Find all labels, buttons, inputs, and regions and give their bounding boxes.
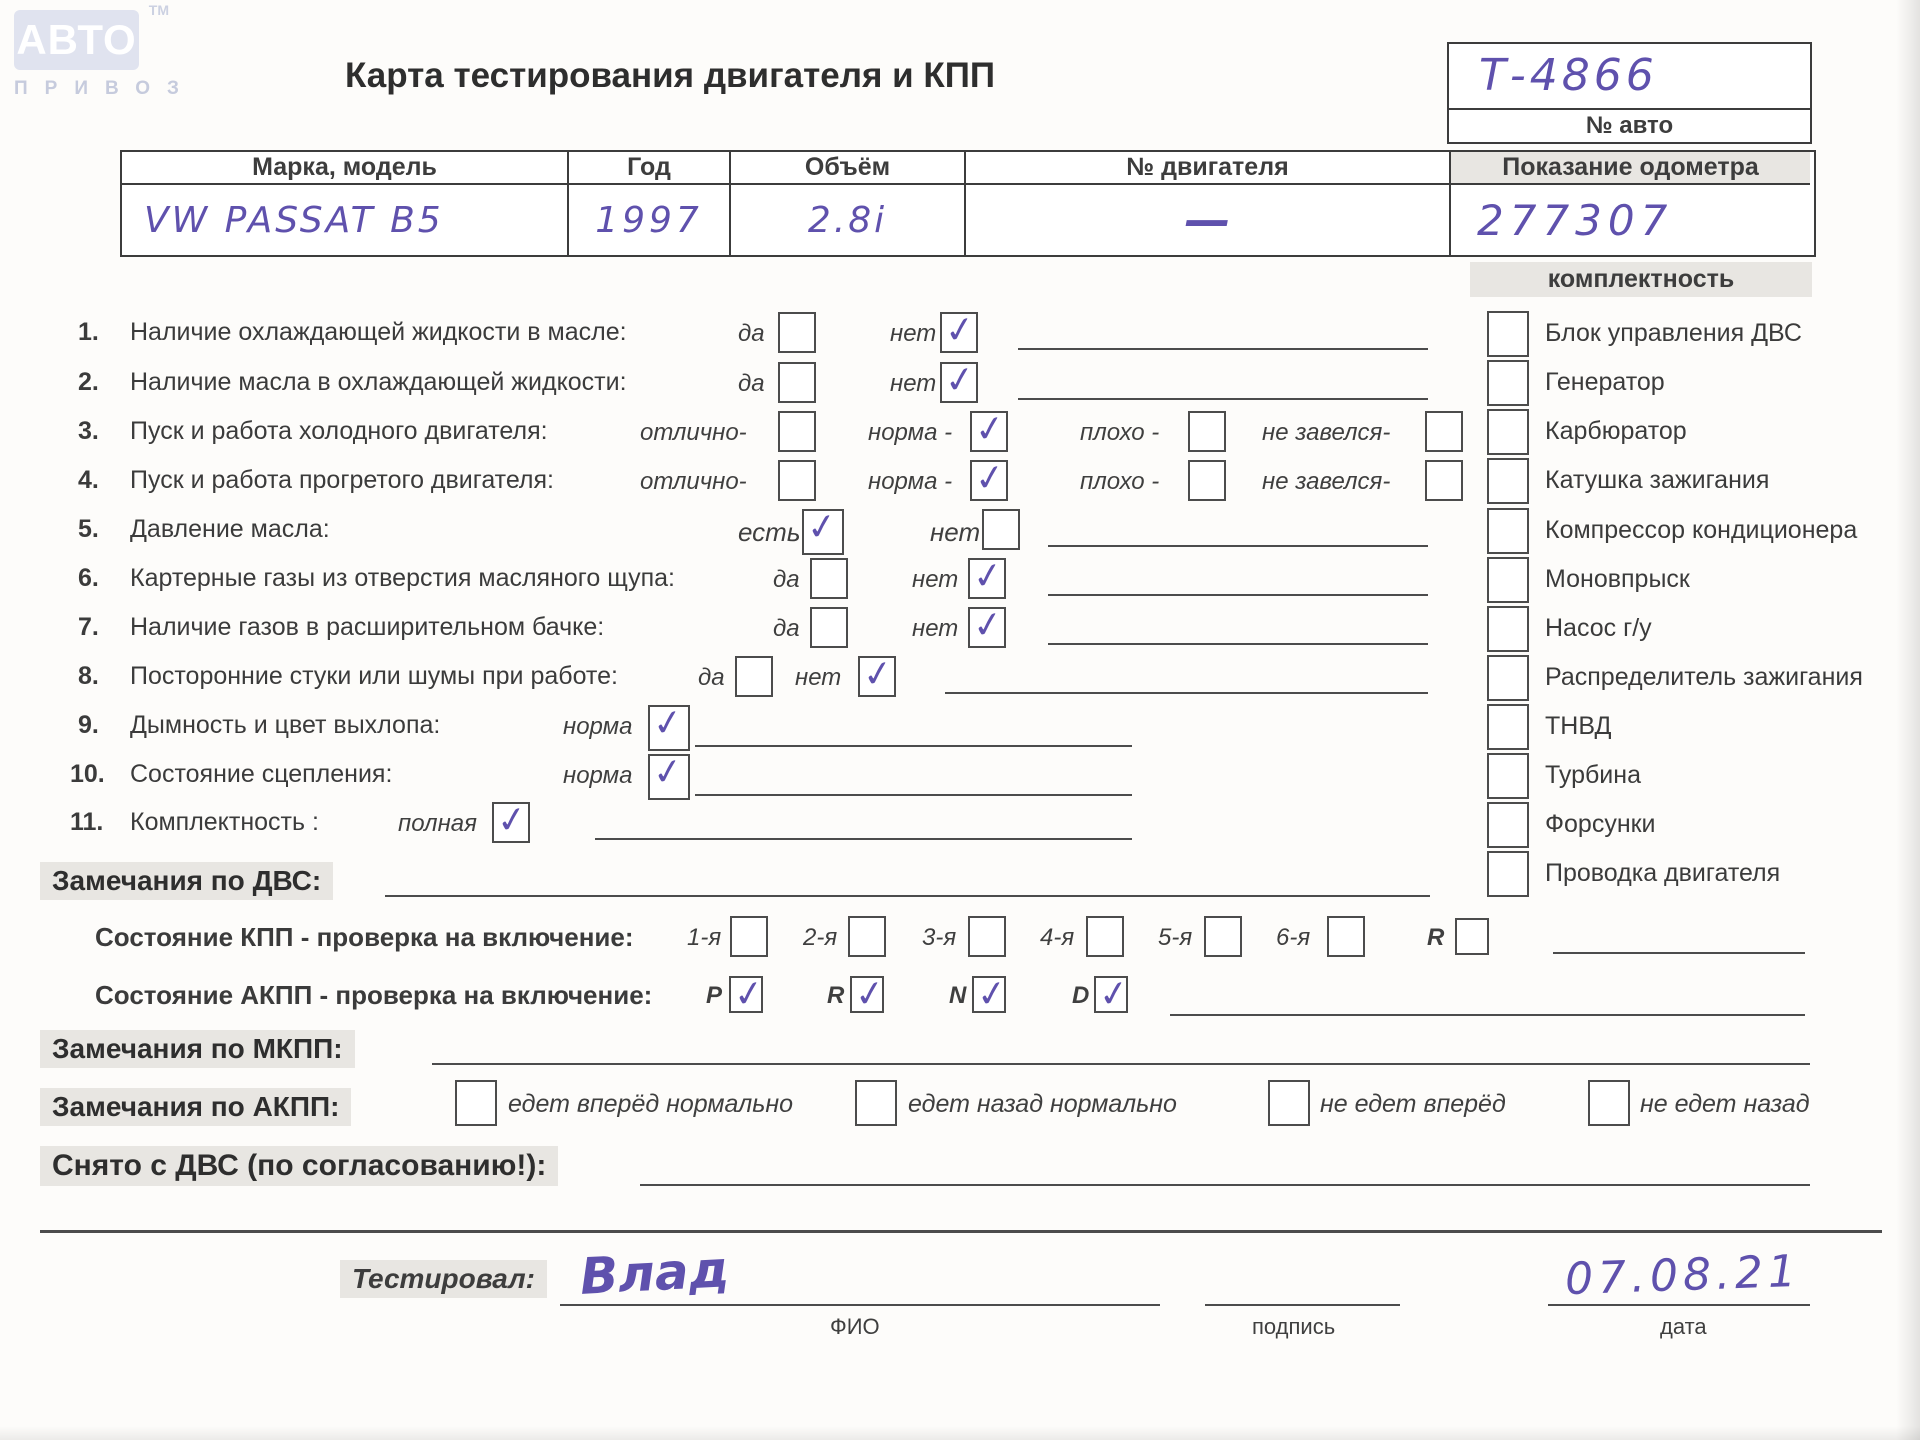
logo-tm-mark: ТМ	[148, 2, 169, 18]
item-number: 3.	[78, 417, 99, 445]
checkbox-gear-4[interactable]	[1086, 916, 1124, 957]
option-label: D	[1072, 982, 1090, 1009]
item-label: Комплектность :	[130, 808, 319, 836]
option-label: да	[773, 615, 800, 642]
option-label: плохо -	[1080, 468, 1160, 495]
option-label: норма -	[868, 468, 953, 495]
fio-caption: ФИО	[830, 1314, 880, 1339]
signature-line	[1205, 1304, 1400, 1306]
write-in-line	[1170, 1014, 1805, 1016]
write-in-line	[1048, 643, 1428, 645]
option-label: нет	[795, 664, 842, 691]
dvs-notes-section	[0, 862, 1920, 914]
scan-edge	[1896, 0, 1920, 1440]
fio-line	[560, 1304, 1160, 1306]
checkbox-r[interactable]	[850, 976, 884, 1013]
option-label: 3-я	[922, 924, 957, 951]
write-in-line	[1048, 545, 1428, 547]
checkbox-norm[interactable]	[648, 705, 690, 751]
checkbox-present[interactable]	[802, 509, 844, 555]
tester-signature-handwriting: Влад	[578, 1240, 731, 1306]
completeness-item: Карбюратор	[1545, 417, 1687, 445]
checkbox-drives-backward-ok[interactable]	[855, 1080, 897, 1126]
item-label: Пуск и работа холодного двигателя:	[130, 417, 548, 445]
item-label: Давление масла:	[130, 515, 330, 543]
option-label: P	[706, 982, 723, 1009]
item-label: Картерные газы из отверстия масляного щупа:	[130, 564, 675, 592]
checkbox-d[interactable]	[1094, 976, 1128, 1013]
option-label: 4-я	[1040, 924, 1075, 951]
year-value: 1997	[595, 199, 703, 241]
checklist-row-3	[0, 417, 1920, 469]
option-label: не завелся-	[1262, 419, 1391, 446]
logo-sub-text: ПРИВОЗ	[14, 78, 196, 99]
completeness-item: ТНВД	[1545, 712, 1612, 740]
signature-caption: подпись	[1252, 1314, 1336, 1339]
checkbox-yes[interactable]	[778, 362, 816, 403]
checklist-row-10	[0, 760, 1920, 812]
completeness-item: Распределитель зажигания	[1545, 663, 1863, 691]
write-in-line	[1018, 348, 1428, 350]
completeness-item: Генератор	[1545, 368, 1665, 396]
checkbox-full[interactable]	[492, 802, 530, 843]
make-model-cell	[122, 185, 567, 255]
volume-value: 2.8i	[807, 199, 888, 241]
checklist-row-7	[0, 613, 1920, 665]
item-label: Наличие охлаждающей жидкости в масле:	[130, 318, 627, 346]
odometer-value: 277307	[1477, 195, 1674, 245]
option-label: R	[1427, 924, 1445, 951]
option-label: да	[773, 566, 800, 593]
make-model-value: VW PASSAT B5	[144, 199, 444, 241]
checklist-row-4	[0, 466, 1920, 518]
option-label: нет	[912, 566, 959, 593]
option-label: да	[698, 664, 725, 691]
akpp-row-label: Состояние АКПП - проверка на включение:	[95, 980, 653, 1010]
checklist-row-2	[0, 368, 1920, 420]
checklist-row-8	[0, 662, 1920, 714]
checkbox-absent[interactable]	[982, 509, 1020, 550]
option-label: отлично-	[640, 419, 747, 446]
checklist-row-5	[0, 515, 1920, 567]
completeness-item: Турбина	[1545, 761, 1641, 789]
option-label: есть	[738, 517, 801, 547]
col-header-engine: № двигателя	[964, 152, 1449, 185]
completeness-item: Катушка зажигания	[1545, 466, 1770, 494]
completeness-item: Компрессор кондиционера	[1545, 516, 1858, 544]
checkbox-norm[interactable]	[648, 754, 690, 800]
option-label: едет вперёд нормально	[508, 1090, 794, 1118]
checkbox-no-forward[interactable]	[1268, 1080, 1310, 1126]
checkbox-bad[interactable]	[1188, 411, 1226, 452]
write-in-line	[1048, 594, 1428, 596]
checkbox-n[interactable]	[972, 976, 1006, 1013]
item-label: Дымность и цвет выхлопа:	[130, 711, 441, 739]
volume-cell	[729, 185, 964, 255]
logo-brand-text: АВТО	[16, 16, 137, 63]
checkbox-no[interactable]	[858, 656, 896, 697]
option-label: нет	[890, 370, 937, 397]
item-number: 7.	[78, 613, 99, 641]
item-number: 4.	[78, 466, 99, 494]
item-number: 1.	[78, 318, 99, 346]
write-in-line	[1018, 398, 1428, 400]
option-label: да	[738, 370, 765, 397]
dvs-notes-label: Замечания по ДВС:	[40, 862, 333, 900]
checkbox-no-backward[interactable]	[1588, 1080, 1630, 1126]
write-in-line	[640, 1184, 1810, 1186]
page-title: Карта тестирования двигателя и КПП	[344, 56, 996, 95]
checkbox-gear-6[interactable]	[1327, 916, 1365, 957]
completeness-header: комплектность	[1470, 262, 1812, 297]
item-label: Посторонние стуки или шумы при работе:	[130, 662, 618, 690]
engine-number-value: —	[1184, 193, 1231, 247]
checkbox-no[interactable]	[940, 362, 978, 403]
option-label: не завелся-	[1262, 468, 1391, 495]
checkbox-excellent[interactable]	[778, 460, 816, 501]
date-handwriting: 07.08.21	[1564, 1245, 1802, 1306]
checkbox-yes[interactable]	[778, 312, 816, 353]
option-label: плохо -	[1080, 419, 1160, 446]
option-label: 6-я	[1276, 924, 1311, 951]
option-label: нет	[930, 517, 981, 547]
date-caption: дата	[1660, 1314, 1707, 1339]
option-label: нет	[912, 615, 959, 642]
date-line	[1548, 1304, 1810, 1306]
item-number: 9.	[78, 711, 99, 739]
option-label: полная	[398, 810, 477, 837]
write-in-line	[695, 745, 1132, 747]
akpp-check-row	[0, 980, 1920, 1032]
option-label: R	[827, 982, 845, 1009]
mkpp-notes-section	[0, 1030, 1920, 1082]
item-label: Пуск и работа прогретого двигателя:	[130, 466, 554, 494]
checkbox-yes[interactable]	[810, 558, 848, 599]
checkbox-gear-3[interactable]	[968, 916, 1006, 957]
option-label: нет	[890, 320, 937, 347]
completeness-item: Насос г/у	[1545, 614, 1652, 642]
col-header-volume: Объём	[729, 152, 964, 185]
year-cell	[567, 185, 729, 255]
tested-by-label: Тестировал:	[340, 1260, 547, 1298]
kpp-row-label: Состояние КПП - проверка на включение:	[95, 922, 634, 952]
write-in-line	[945, 692, 1428, 694]
write-in-line	[432, 1063, 1810, 1065]
item-label: Наличие газов в расширительном бачке:	[130, 613, 605, 641]
auto-number-label: № авто	[1449, 108, 1810, 142]
vehicle-info-table	[120, 150, 1816, 257]
completeness-item: Проводка двигателя	[1545, 859, 1781, 887]
checkbox-norm[interactable]	[970, 411, 1008, 452]
brand-logo	[14, 2, 214, 100]
write-in-line	[385, 895, 1430, 897]
write-in-line	[695, 794, 1132, 796]
akpp-notes-label: Замечания по АКПП:	[40, 1088, 351, 1126]
option-label: не едет назад	[1640, 1090, 1810, 1118]
option-label: отлично-	[640, 468, 747, 495]
option-label: норма	[563, 713, 633, 740]
checkbox-no-start[interactable]	[1425, 411, 1463, 452]
footer-divider	[40, 1230, 1882, 1233]
item-label: Состояние сцепления:	[130, 760, 393, 788]
item-number: 10.	[70, 760, 105, 788]
checkbox-gear-5[interactable]	[1204, 916, 1242, 957]
checkbox-p[interactable]	[729, 976, 763, 1013]
checklist-row-11	[0, 808, 1920, 860]
checkbox-gear-r[interactable]	[1455, 918, 1489, 955]
checkbox-no[interactable]	[968, 607, 1006, 648]
item-number: 2.	[78, 368, 99, 396]
item-number: 5.	[78, 515, 99, 543]
option-label: N	[949, 982, 967, 1009]
col-header-make: Марка, модель	[122, 152, 567, 185]
option-label: норма	[563, 762, 633, 789]
checkbox-no[interactable]	[940, 312, 978, 353]
kpp-check-row	[0, 922, 1920, 974]
option-label: едет назад нормально	[908, 1090, 1177, 1118]
item-number: 8.	[78, 662, 99, 690]
engine-number-cell	[964, 185, 1449, 255]
option-label: 5-я	[1158, 924, 1193, 951]
checkbox-no-start[interactable]	[1425, 460, 1463, 501]
odometer-cell	[1449, 185, 1810, 255]
signature-block	[0, 1240, 1920, 1380]
checkbox-excellent[interactable]	[778, 411, 816, 452]
scan-edge	[0, 1426, 1920, 1440]
option-label: 1-я	[687, 924, 722, 951]
auto-number-cell	[1449, 44, 1810, 108]
item-number: 6.	[78, 564, 99, 592]
option-label: да	[738, 320, 765, 347]
checkbox-bad[interactable]	[1188, 460, 1226, 501]
item-number: 11.	[70, 808, 104, 836]
item-label: Наличие масла в охлаждающей жидкости:	[130, 368, 627, 396]
checkbox-yes[interactable]	[810, 607, 848, 648]
checkbox-norm[interactable]	[970, 460, 1008, 501]
checklist-row-9	[0, 711, 1920, 763]
completeness-item: Блок управления ДВС	[1545, 319, 1802, 347]
checkbox-no[interactable]	[968, 558, 1006, 599]
option-label: не едет вперёд	[1320, 1090, 1506, 1118]
write-in-line	[1553, 952, 1805, 954]
write-in-line	[595, 838, 1132, 840]
option-label: 2-я	[803, 924, 838, 951]
removed-label: Снято с ДВС (по согласованию!):	[40, 1146, 558, 1186]
option-label: норма -	[868, 419, 953, 446]
checkbox-gear-2[interactable]	[848, 916, 886, 957]
checkbox-yes[interactable]	[735, 656, 773, 697]
col-header-year: Год	[567, 152, 729, 185]
checkbox-gear-1[interactable]	[730, 916, 768, 957]
akpp-notes-section	[0, 1088, 1920, 1140]
auto-number-value: Т-4866	[1479, 50, 1658, 101]
checklist-row-6	[0, 564, 1920, 616]
removed-from-engine-section	[0, 1146, 1920, 1198]
col-header-odometer: Показание одометра	[1449, 152, 1810, 185]
checkbox-drives-forward-ok[interactable]	[455, 1080, 497, 1126]
completeness-item: Моновпрыск	[1545, 565, 1690, 593]
completeness-item: Форсунки	[1545, 810, 1656, 838]
auto-number-box	[1447, 42, 1812, 144]
mkpp-notes-label: Замечания по МКПП:	[40, 1030, 355, 1068]
